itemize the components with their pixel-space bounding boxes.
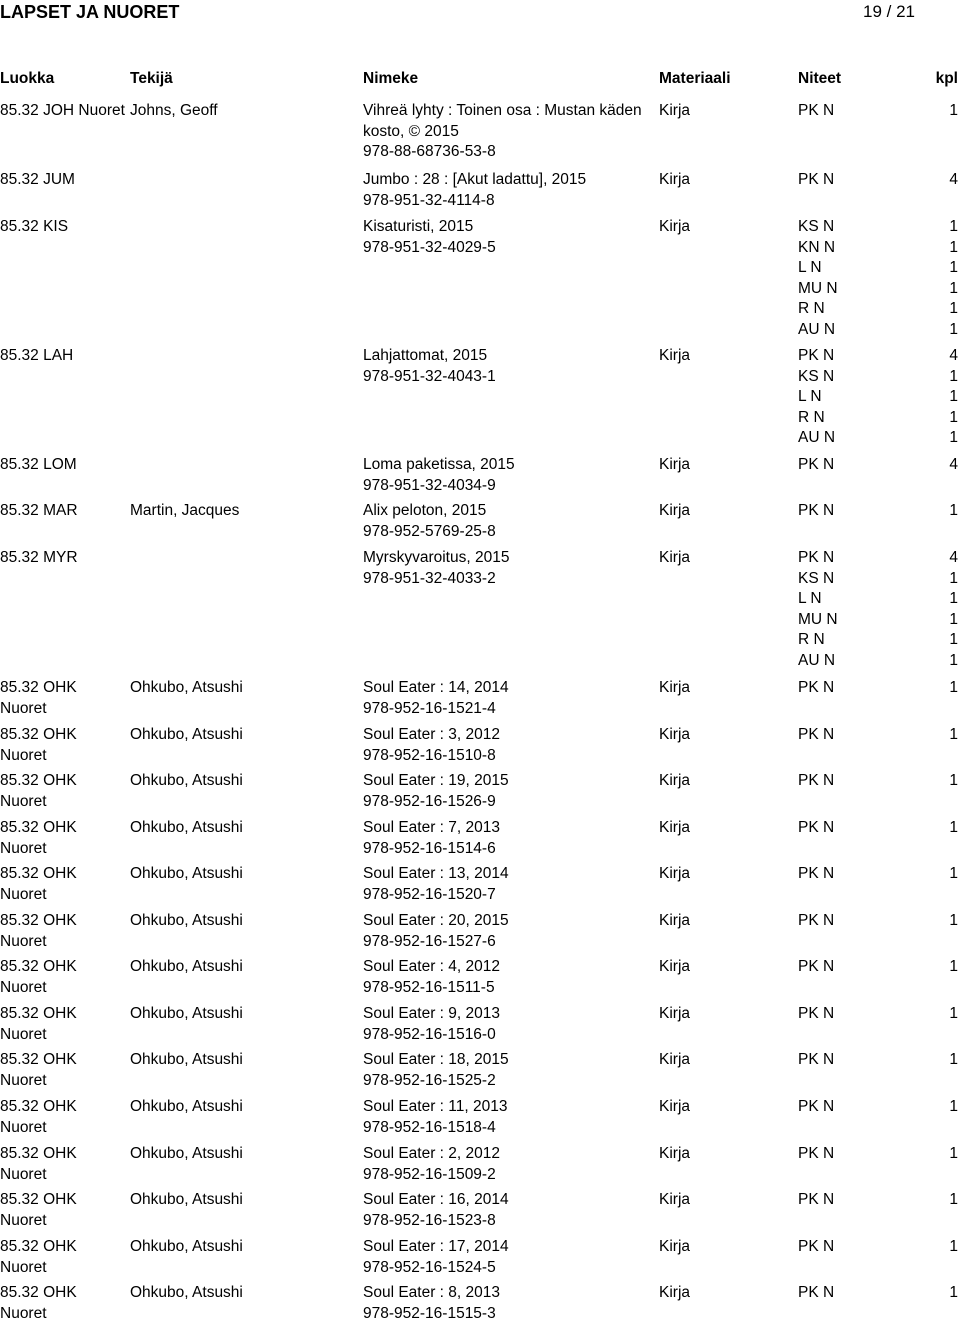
isbn-text: 978-952-16-1526-9 bbox=[363, 792, 496, 810]
row-nimeke bbox=[363, 1004, 655, 1045]
row-niteet bbox=[798, 455, 834, 476]
column-header-niteet: Niteet bbox=[798, 70, 842, 87]
title-text: Kisaturisti, 2015 bbox=[363, 218, 474, 235]
row-kpl bbox=[949, 818, 958, 839]
location-code: PK N bbox=[798, 1098, 835, 1115]
row-niteet bbox=[798, 1004, 834, 1025]
row-nimeke bbox=[363, 1237, 655, 1278]
copy-count: 1 bbox=[949, 1191, 958, 1208]
row-materiaali: Kirja bbox=[659, 1145, 691, 1162]
row-luokka: 85.32 MAR bbox=[0, 502, 78, 519]
row-materiaali: Kirja bbox=[659, 819, 691, 836]
row-luokka: 85.32 OHK Nuoret bbox=[0, 1284, 77, 1322]
copy-count: 1 bbox=[949, 610, 958, 628]
isbn-text: 978-952-16-1510-8 bbox=[363, 746, 496, 764]
table-header bbox=[0, 69, 960, 91]
row-nimeke bbox=[363, 170, 655, 211]
column-header-kpl: kpl bbox=[935, 70, 958, 87]
row-tekija: Ohkubo, Atsushi bbox=[130, 772, 243, 789]
row-luokka: 85.32 OHK Nuoret bbox=[0, 1191, 77, 1229]
isbn-text: 978-951-32-4029-5 bbox=[363, 238, 496, 256]
row-nimeke bbox=[363, 1097, 655, 1138]
title-text: Soul Eater : 2, 2012 bbox=[363, 1145, 501, 1162]
location-code: PK N bbox=[798, 912, 835, 929]
row-niteet bbox=[798, 1237, 834, 1258]
location-code: PK N bbox=[798, 502, 835, 519]
row-niteet bbox=[798, 101, 834, 122]
isbn-text: 978-952-16-1511-5 bbox=[363, 978, 495, 996]
location-code: PK N bbox=[798, 456, 835, 473]
copy-count: 1 bbox=[949, 1238, 958, 1255]
copy-count: 1 bbox=[949, 726, 958, 743]
row-nimeke bbox=[363, 1190, 655, 1231]
copy-count: 1 bbox=[949, 569, 958, 587]
location-code: PK N bbox=[798, 679, 835, 696]
row-nimeke bbox=[363, 101, 655, 163]
location-code: PK N bbox=[798, 1238, 835, 1255]
row-materiaali: Kirja bbox=[659, 1051, 691, 1068]
row-materiaali: Kirja bbox=[659, 912, 691, 929]
row-niteet bbox=[798, 678, 834, 699]
row-materiaali: Kirja bbox=[659, 171, 691, 188]
location-code: L N bbox=[798, 259, 822, 277]
location-code: KS N bbox=[798, 569, 835, 587]
isbn-text: 978-952-16-1523-8 bbox=[363, 1211, 496, 1229]
row-niteet bbox=[798, 346, 835, 449]
copy-count: 1 bbox=[949, 388, 958, 406]
row-luokka: 85.32 OHK Nuoret bbox=[0, 726, 77, 764]
row-tekija: Ohkubo, Atsushi bbox=[130, 865, 243, 882]
row-materiaali: Kirja bbox=[659, 958, 691, 975]
copy-count: 4 bbox=[949, 171, 958, 188]
row-luokka: 85.32 MYR bbox=[0, 549, 78, 566]
row-nimeke bbox=[363, 818, 655, 859]
row-tekija: Ohkubo, Atsushi bbox=[130, 1145, 243, 1162]
row-niteet bbox=[798, 217, 838, 341]
row-tekija: Ohkubo, Atsushi bbox=[130, 1098, 243, 1115]
location-code: AU N bbox=[798, 429, 836, 447]
location-code: PK N bbox=[798, 1005, 835, 1022]
location-code: MU N bbox=[798, 610, 838, 628]
row-tekija: Ohkubo, Atsushi bbox=[130, 958, 243, 975]
row-materiaali: Kirja bbox=[659, 549, 691, 566]
location-code: PK N bbox=[798, 958, 835, 975]
title-text: Lahjattomat, 2015 bbox=[363, 347, 488, 364]
copy-count: 1 bbox=[949, 1051, 958, 1068]
copy-count: 1 bbox=[949, 865, 958, 882]
row-kpl bbox=[949, 678, 958, 699]
row-niteet bbox=[798, 1144, 834, 1165]
copy-count: 1 bbox=[949, 238, 958, 256]
row-luokka: 85.32 OHK Nuoret bbox=[0, 819, 77, 857]
row-kpl bbox=[949, 1097, 958, 1118]
row-nimeke bbox=[363, 771, 655, 812]
row-kpl bbox=[949, 170, 958, 191]
row-materiaali: Kirja bbox=[659, 772, 691, 789]
title-text: Soul Eater : 17, 2014 bbox=[363, 1238, 509, 1255]
title-text: Vihreä lyhty : Toinen osa : Mustan käden kosto, © 2015 bbox=[363, 102, 642, 140]
row-materiaali: Kirja bbox=[659, 456, 691, 473]
title-text: Soul Eater : 9, 2013 bbox=[363, 1005, 501, 1022]
row-kpl bbox=[949, 217, 958, 341]
row-niteet bbox=[798, 818, 834, 839]
row-luokka: 85.32 OHK Nuoret bbox=[0, 1238, 77, 1276]
row-niteet bbox=[798, 911, 834, 932]
copy-count: 1 bbox=[949, 631, 958, 649]
copy-count: 1 bbox=[949, 259, 958, 277]
title-text: Soul Eater : 11, 2013 bbox=[363, 1098, 508, 1115]
title-text: Soul Eater : 18, 2015 bbox=[363, 1051, 509, 1068]
copy-count: 1 bbox=[949, 218, 958, 235]
row-luokka: 85.32 OHK Nuoret bbox=[0, 1005, 77, 1043]
row-niteet bbox=[798, 957, 834, 978]
location-code: L N bbox=[798, 388, 822, 406]
row-tekija: Ohkubo, Atsushi bbox=[130, 679, 243, 696]
row-materiaali: Kirja bbox=[659, 218, 691, 235]
title-text: Myrskyvaroitus, 2015 bbox=[363, 549, 510, 566]
page-number: 19 / 21 bbox=[863, 2, 915, 21]
location-code: PK N bbox=[798, 1051, 835, 1068]
isbn-text: 978-952-16-1514-6 bbox=[363, 839, 496, 857]
location-code: PK N bbox=[798, 171, 835, 188]
row-luokka: 85.32 LOM bbox=[0, 456, 77, 473]
isbn-text: 978-951-32-4033-2 bbox=[363, 569, 496, 587]
location-code: KS N bbox=[798, 218, 835, 235]
isbn-text: 978-952-16-1520-7 bbox=[363, 885, 496, 903]
location-code: L N bbox=[798, 590, 822, 608]
isbn-text: 978-952-16-1509-2 bbox=[363, 1165, 496, 1183]
row-niteet bbox=[798, 1190, 834, 1211]
row-kpl bbox=[949, 101, 958, 122]
location-code: KN N bbox=[798, 238, 836, 256]
location-code: PK N bbox=[798, 726, 835, 743]
row-tekija: Johns, Geoff bbox=[130, 102, 218, 119]
title-text: Soul Eater : 16, 2014 bbox=[363, 1191, 509, 1208]
isbn-text: 978-952-16-1524-5 bbox=[363, 1258, 496, 1276]
isbn-text: 978-951-32-4043-1 bbox=[363, 367, 496, 385]
copy-count: 1 bbox=[949, 429, 958, 447]
isbn-text: 978-952-16-1525-2 bbox=[363, 1071, 496, 1089]
row-niteet bbox=[798, 1050, 834, 1071]
row-materiaali: Kirja bbox=[659, 1284, 691, 1301]
row-kpl bbox=[949, 1004, 958, 1025]
row-tekija: Ohkubo, Atsushi bbox=[130, 1005, 243, 1022]
copy-count: 1 bbox=[949, 1098, 958, 1115]
copy-count: 1 bbox=[949, 102, 958, 119]
row-tekija: Ohkubo, Atsushi bbox=[130, 819, 243, 836]
row-tekija: Ohkubo, Atsushi bbox=[130, 1051, 243, 1068]
title-text: Loma paketissa, 2015 bbox=[363, 456, 515, 473]
row-nimeke bbox=[363, 346, 655, 387]
row-materiaali: Kirja bbox=[659, 865, 691, 882]
isbn-text: 978-951-32-4114-8 bbox=[363, 191, 495, 209]
title-text: Soul Eater : 3, 2012 bbox=[363, 726, 501, 743]
row-tekija: Ohkubo, Atsushi bbox=[130, 1191, 243, 1208]
row-kpl bbox=[949, 771, 958, 792]
row-kpl bbox=[949, 1144, 958, 1165]
copy-count: 1 bbox=[949, 279, 958, 297]
column-header-nimeke: Nimeke bbox=[363, 70, 419, 87]
row-luokka: 85.32 LAH bbox=[0, 347, 74, 364]
isbn-text: 978-952-16-1516-0 bbox=[363, 1025, 496, 1043]
row-materiaali: Kirja bbox=[659, 502, 691, 519]
row-luokka: 85.32 OHK Nuoret bbox=[0, 1098, 77, 1136]
copy-count: 1 bbox=[949, 320, 958, 338]
column-header-tekija: Tekijä bbox=[130, 70, 173, 87]
row-kpl bbox=[949, 346, 958, 449]
row-nimeke bbox=[363, 548, 655, 589]
location-code: AU N bbox=[798, 320, 836, 338]
row-kpl bbox=[949, 548, 958, 672]
title-text: Soul Eater : 19, 2015 bbox=[363, 772, 509, 789]
row-luokka: 85.32 OHK Nuoret bbox=[0, 679, 77, 717]
row-niteet bbox=[798, 548, 838, 672]
row-materiaali: Kirja bbox=[659, 1005, 691, 1022]
row-nimeke bbox=[363, 957, 655, 998]
row-niteet bbox=[798, 725, 834, 746]
isbn-text: 978-952-16-1521-4 bbox=[363, 699, 496, 717]
title-text: Soul Eater : 8, 2013 bbox=[363, 1284, 501, 1301]
row-nimeke bbox=[363, 864, 655, 905]
copy-count: 1 bbox=[949, 1145, 958, 1162]
row-materiaali: Kirja bbox=[659, 679, 691, 696]
copy-count: 1 bbox=[949, 819, 958, 836]
copy-count: 1 bbox=[949, 1005, 958, 1022]
row-niteet bbox=[798, 501, 834, 522]
location-code: KS N bbox=[798, 367, 835, 385]
isbn-text: 978-952-16-1518-4 bbox=[363, 1118, 496, 1136]
row-niteet bbox=[798, 1097, 834, 1118]
row-kpl bbox=[949, 725, 958, 746]
row-tekija: Ohkubo, Atsushi bbox=[130, 912, 243, 929]
row-luokka: 85.32 KIS bbox=[0, 218, 69, 235]
location-code: PK N bbox=[798, 347, 835, 364]
location-code: PK N bbox=[798, 102, 835, 119]
isbn-text: 978-952-16-1515-3 bbox=[363, 1304, 496, 1322]
row-luokka: 85.32 OHK Nuoret bbox=[0, 772, 77, 810]
title-text: Alix peloton, 2015 bbox=[363, 502, 487, 519]
title-text: Soul Eater : 14, 2014 bbox=[363, 679, 509, 696]
copy-count: 1 bbox=[949, 590, 958, 608]
copy-count: 1 bbox=[949, 408, 958, 426]
column-header-materiaali: Materiaali bbox=[659, 70, 731, 87]
row-kpl bbox=[949, 1283, 958, 1304]
location-code: PK N bbox=[798, 1145, 835, 1162]
copy-count: 1 bbox=[949, 367, 958, 385]
copy-count: 1 bbox=[949, 772, 958, 789]
row-niteet bbox=[798, 1283, 834, 1304]
row-kpl bbox=[949, 501, 958, 522]
row-materiaali: Kirja bbox=[659, 1238, 691, 1255]
row-nimeke bbox=[363, 455, 655, 496]
row-luokka: 85.32 OHK Nuoret bbox=[0, 958, 77, 996]
copy-count: 1 bbox=[949, 679, 958, 696]
isbn-text: 978-88-68736-53-8 bbox=[363, 143, 496, 161]
row-nimeke bbox=[363, 217, 655, 258]
page-title: LAPSET JA NUORET bbox=[0, 2, 180, 22]
row-tekija: Ohkubo, Atsushi bbox=[130, 726, 243, 743]
row-luokka: 85.32 OHK Nuoret bbox=[0, 1145, 77, 1183]
row-kpl bbox=[949, 1190, 958, 1211]
column-header-luokka: Luokka bbox=[0, 70, 55, 87]
location-code: PK N bbox=[798, 772, 835, 789]
row-luokka: 85.32 OHK Nuoret bbox=[0, 865, 77, 903]
row-nimeke bbox=[363, 1050, 655, 1091]
location-code: PK N bbox=[798, 1191, 835, 1208]
row-tekija: Ohkubo, Atsushi bbox=[130, 1238, 243, 1255]
location-code: PK N bbox=[798, 1284, 835, 1301]
location-code: MU N bbox=[798, 279, 838, 297]
copy-count: 1 bbox=[949, 300, 958, 318]
row-luokka: 85.32 OHK Nuoret bbox=[0, 1051, 77, 1089]
row-niteet bbox=[798, 864, 834, 885]
isbn-text: 978-951-32-4034-9 bbox=[363, 476, 496, 494]
title-text: Soul Eater : 7, 2013 bbox=[363, 819, 501, 836]
copy-count: 1 bbox=[949, 651, 958, 669]
location-code: PK N bbox=[798, 865, 835, 882]
row-niteet bbox=[798, 170, 834, 191]
row-niteet bbox=[798, 771, 834, 792]
row-nimeke bbox=[363, 725, 655, 766]
location-code: R N bbox=[798, 408, 825, 426]
row-kpl bbox=[949, 957, 958, 978]
row-nimeke bbox=[363, 678, 655, 719]
copy-count: 1 bbox=[949, 1284, 958, 1301]
copy-count: 1 bbox=[949, 958, 958, 975]
row-materiaali: Kirja bbox=[659, 102, 691, 119]
copy-count: 4 bbox=[949, 549, 958, 566]
row-nimeke bbox=[363, 911, 655, 952]
title-text: Soul Eater : 20, 2015 bbox=[363, 912, 509, 929]
isbn-text: 978-952-5769-25-8 bbox=[363, 522, 496, 540]
copy-count: 4 bbox=[949, 456, 958, 473]
row-kpl bbox=[949, 864, 958, 885]
isbn-text: 978-952-16-1527-6 bbox=[363, 932, 496, 950]
row-luokka: 85.32 JUM bbox=[0, 171, 75, 188]
location-code: AU N bbox=[798, 651, 836, 669]
row-materiaali: Kirja bbox=[659, 726, 691, 743]
location-code: PK N bbox=[798, 819, 835, 836]
row-luokka: 85.32 JOH Nuoret bbox=[0, 102, 125, 119]
copy-count: 1 bbox=[949, 502, 958, 519]
row-kpl bbox=[949, 1050, 958, 1071]
row-tekija: Martin, Jacques bbox=[130, 502, 240, 519]
row-luokka: 85.32 OHK Nuoret bbox=[0, 912, 77, 950]
row-kpl bbox=[949, 911, 958, 932]
title-text: Jumbo : 28 : [Akut ladattu], 2015 bbox=[363, 171, 587, 188]
copy-count: 1 bbox=[949, 912, 958, 929]
location-code: R N bbox=[798, 631, 825, 649]
row-kpl bbox=[949, 455, 958, 476]
row-nimeke bbox=[363, 1144, 655, 1185]
row-materiaali: Kirja bbox=[659, 347, 691, 364]
row-tekija: Ohkubo, Atsushi bbox=[130, 1284, 243, 1301]
location-code: PK N bbox=[798, 549, 835, 566]
title-text: Soul Eater : 13, 2014 bbox=[363, 865, 509, 882]
row-nimeke bbox=[363, 1283, 655, 1324]
row-kpl bbox=[949, 1237, 958, 1258]
title-text: Soul Eater : 4, 2012 bbox=[363, 958, 501, 975]
copy-count: 4 bbox=[949, 347, 958, 364]
location-code: R N bbox=[798, 300, 825, 318]
row-materiaali: Kirja bbox=[659, 1098, 691, 1115]
row-materiaali: Kirja bbox=[659, 1191, 691, 1208]
row-nimeke bbox=[363, 501, 655, 542]
